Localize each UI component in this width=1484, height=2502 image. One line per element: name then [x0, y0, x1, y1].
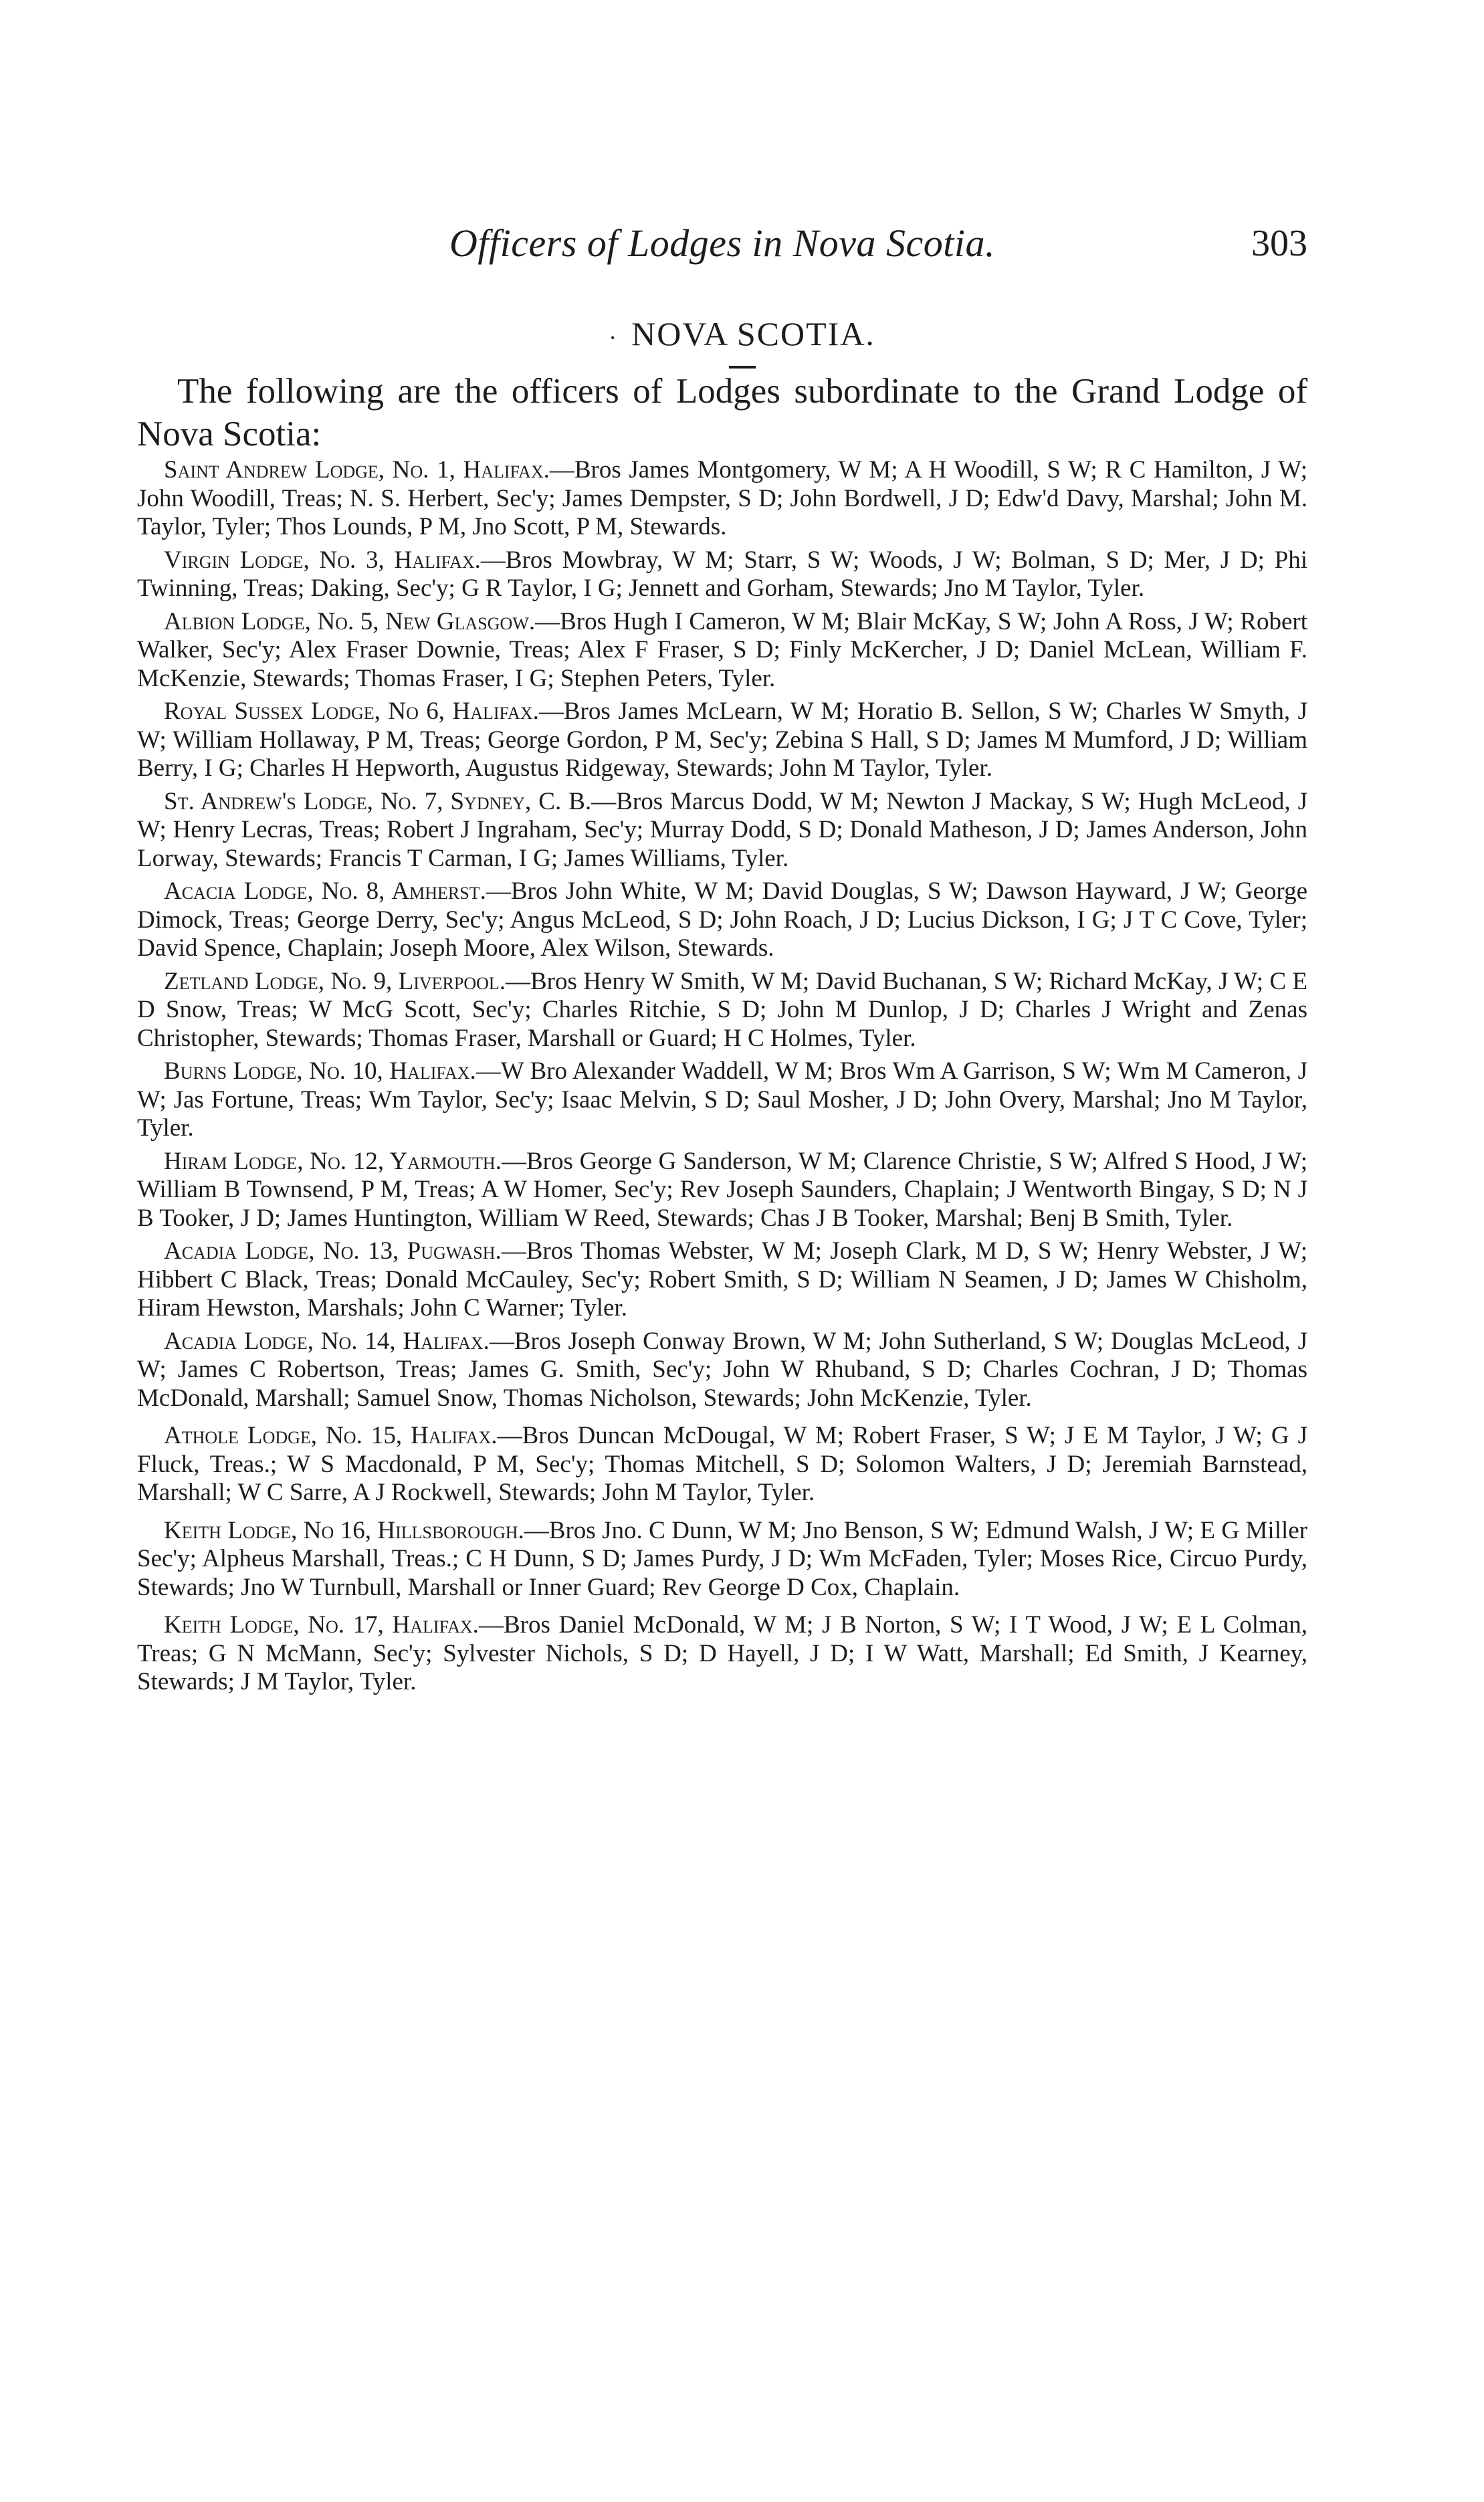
- lodge-officers: —Bros James McLearn, W M; Horatio B. Sellon, S W; Charles W Smyth, J W; William Hollaway, P M, Treas; George Gordon, P M, Sec'y; Zebina S Hall, S D; James M Mumford, J D; William Berry, I G; Charles H Hepworth, Augustus Ridgeway, Stewards; John M Taylor, Tyler.: [137, 698, 1307, 782]
- lodge-entry-burns-10: [137, 1057, 1307, 1143]
- lodge-name: Acadia Lodge, No. 13, Pugwash.: [164, 1237, 502, 1265]
- lodge-name: Royal Sussex Lodge, No 6, Halifax.: [164, 698, 539, 725]
- section-heading: [0, 314, 1484, 353]
- lodge-name: Athole Lodge, No. 15, Halifax.: [164, 1422, 498, 1449]
- lodge-officers: —Bros Daniel McDonald, W M; J B Norton, S W; I T Wood, J W; E L Colman, Treas; G N McMann, Sec'y; Sylvester Nichols, S D; D Hayell, J D; I W Watt, Marshall; Ed Smith, J Kearney, Stewards; J M Taylor, Tyler.: [137, 1611, 1307, 1695]
- lodge-officers: —Bros Thomas Webster, W M; Joseph Clark, M D, S W; Henry Webster, J W; Hibbert C Black, Treas; Donald McCauley, Sec'y; Robert Smith, S D; William N Seamen, J D; James W Chisholm, Hiram Hewston, Marshals; John C Warner; Tyler.: [137, 1237, 1307, 1322]
- lodge-officers: —W Bro Alexander Waddell, W M; Bros Wm A Garrison, S W; Wm M Cameron, J W; Jas Fortune, Treas; Wm Taylor, Sec'y; Isaac Melvin, S D; Saul Mosher, J D; John Overy, Marshal; Jno M Taylor, Tyler.: [137, 1057, 1307, 1142]
- lodge-name: Albion Lodge, No. 5, New Glasgow.: [164, 607, 536, 635]
- lodge-name: Keith Lodge, No. 17, Halifax.: [164, 1611, 479, 1639]
- lodge-entry-zetland-9: [137, 968, 1307, 1053]
- lodge-officers: —Bros Marcus Dodd, W M; Newton J Mackay, S W; Hugh McLeod, J W; Henry Lecras, Treas; Robert J Ingraham, Sec'y; Murray Dodd, S D; Donald Matheson, J D; James Anderson, John Lorway, Stewards; Francis T Carman, I G; James Williams, Tyler.: [137, 787, 1307, 872]
- lodge-name: Hiram Lodge, No. 12, Yarmouth.: [164, 1147, 502, 1175]
- lodge-entry-st-andrews-7: [137, 788, 1307, 873]
- section-heading-text: NOVA SCOTIA.: [631, 315, 875, 352]
- lodge-officers: —Bros Joseph Conway Brown, W M; John Sutherland, S W; Douglas McLeod, J W; James C Robertson, Treas; James G. Smith, Sec'y; John W Rhuband, S D; Charles Cochran, J D; Thomas McDonald, Marshall; Samuel Snow, Thomas Nicholson, Stewards; John McKenzie, Tyler.: [137, 1327, 1307, 1412]
- heading-bullet: ·: [609, 324, 619, 351]
- lodge-entry-acacia-8: [137, 877, 1307, 963]
- lodge-name: Burns Lodge, No. 10, Halifax.: [164, 1057, 476, 1085]
- lodge-entry-acadia-13: [137, 1237, 1307, 1323]
- lodge-entry-albion-5: [137, 608, 1307, 694]
- intro-paragraph: The following are the officers of Lodges subordinate to the Grand Lodge of Nova Scotia:: [137, 372, 1307, 453]
- lodge-entry-keith-16: [137, 1517, 1307, 1602]
- lodge-officers: —Bros Henry W Smith, W M; David Buchanan, S W; Richard McKay, J W; C E D Snow, Treas; W McG Scott, Sec'y; Charles Ritchie, S D; John M Dunlop, J D; Charles J Wright and Zenas Christopher, Stewards; Thomas Fraser, Marshall or Guard; H C Holmes, Tyler.: [137, 967, 1307, 1052]
- lodge-name: Virgin Lodge, No. 3, Halifax.: [164, 546, 481, 574]
- lodge-officers: —Bros Duncan McDougal, W M; Robert Fraser, S W; J E M Taylor, J W; G J Fluck, Treas.; W S Macdonald, P M, Sec'y; Thomas Mitchell, S D; Solomon Walters, J D; Jeremiah Barnstead, Marshall; W C Sarre, A J Rockwell, Stewards; John M Taylor, Tyler.: [137, 1422, 1307, 1506]
- heading-rule: [729, 366, 756, 369]
- lodge-name: Keith Lodge, No 16, Hillsborough.: [164, 1516, 524, 1544]
- lodge-entry-royal-sussex-6: [137, 698, 1307, 783]
- lodge-officers: —Bros John White, W M; David Douglas, S W; Dawson Hayward, J W; George Dimock, Treas; George Derry, Sec'y; Angus McLeod, S D; John Roach, J D; Lucius Dickson, I G; J T C Cove, Tyler; David Spence, Chaplain; Joseph Moore, Alex Wilson, Stewards.: [137, 877, 1307, 962]
- lodge-entry-saint-andrew-1: [137, 456, 1307, 542]
- lodge-name: Zetland Lodge, No. 9, Liverpool.: [164, 967, 506, 995]
- lodge-name: Acadia Lodge, No. 14, Halifax.: [164, 1327, 490, 1355]
- running-head: [137, 221, 1307, 274]
- lodge-officers: —Bros George G Sanderson, W M; Clarence Christie, S W; Alfred S Hood, J W; William B Townsend, P M, Treas; A W Homer, Sec'y; Rev Joseph Saunders, Chaplain; J Wentworth Bingay, S D; N J B Tooker, J D; James Huntington, William W Reed, Stewards; Chas J B Tooker, Marshal; Benj B Smith, Tyler.: [137, 1147, 1307, 1232]
- lodge-name: St. Andrew's Lodge, No. 7, Sydney, C. B.: [164, 787, 592, 815]
- lodge-entries: [137, 456, 1307, 1701]
- lodge-entry-virgin-3: [137, 546, 1307, 603]
- lodge-name: Saint Andrew Lodge, No. 1, Halifax.: [164, 456, 550, 484]
- running-title: Officers of Lodges in Nova Scotia.: [449, 221, 996, 265]
- lodge-officers: —Bros Mowbray, W M; Starr, S W; Woods, J W; Bolman, S D; Mer, J D; Phi Twinning, Treas; Daking, Sec'y; G R Taylor, I G; Jennett and Gorham, Stewards; Jno M Taylor, Tyler.: [137, 546, 1308, 602]
- lodge-entry-keith-17: [137, 1611, 1307, 1697]
- lodge-entry-acadia-14: [137, 1328, 1307, 1413]
- lodge-officers: —Bros Jno. C Dunn, W M; Jno Benson, S W; Edmund Walsh, J W; E G Miller Sec'y; Alpheus Marshall, Treas.; C H Dunn, S D; James Purdy, J D; Wm McFaden, Tyler; Moses Rice, Circuo Purdy, Stewards; Jno W Turnbull, Marshall or Inner Guard; Rev George D Cox, Chaplain.: [137, 1516, 1308, 1601]
- lodge-entry-athole-15: [137, 1422, 1307, 1507]
- lodge-officers: —Bros James Montgomery, W M; A H Woodill, S W; R C Hamilton, J W; John Woodill, Treas; N. S. Herbert, Sec'y; James Dempster, S D; John Bordwell, J D; Edw'd Davy, Marshal; John M. Taylor, Tyler; Thos Lounds, P M, Jno Scott, P M, Stewards.: [137, 456, 1308, 540]
- lodge-name: Acacia Lodge, No. 8, Amherst.: [164, 877, 486, 905]
- lodge-entry-hiram-12: [137, 1148, 1307, 1233]
- page-number: 303: [1251, 223, 1307, 264]
- lodge-officers: —Bros Hugh I Cameron, W M; Blair McKay, S W; John A Ross, J W; Robert Walker, Sec'y; Alex Fraser Downie, Treas; Alex F Fraser, S D; Finly McKercher, J D; Daniel McLean, William F. McKenzie, Stewards; Thomas Fraser, I G; Stephen Peters, Tyler.: [137, 607, 1307, 692]
